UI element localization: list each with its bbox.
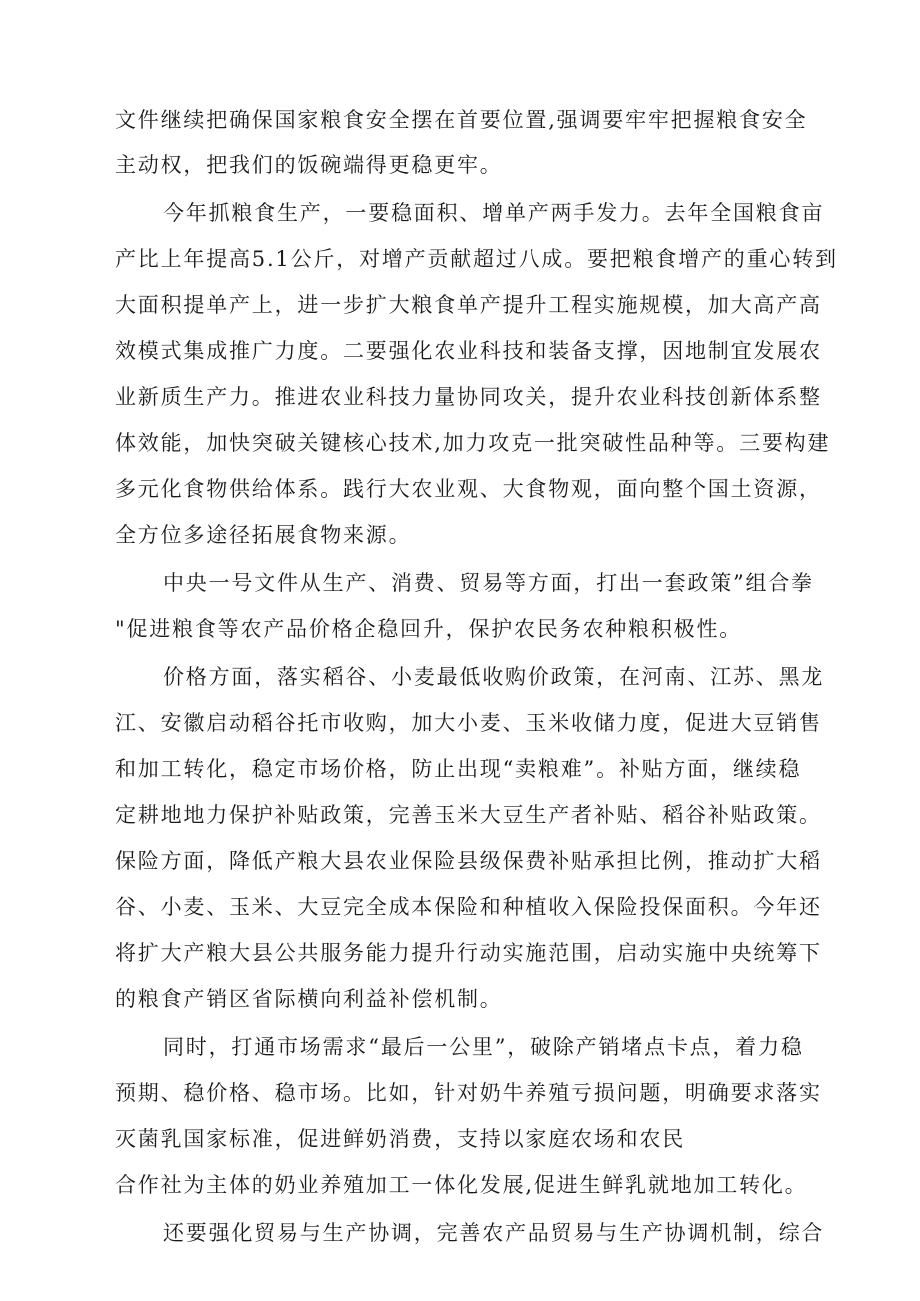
text-line: 预期、稳价格、稳市场。比如，针对奶牛养殖亏损问题，明确要求落实 — [115, 1081, 822, 1105]
paragraph-start-line: 中央一号文件从生产、消费、贸易等方面，打出一套政策”组合拳 — [163, 571, 814, 595]
paragraph-start-line: 同时，打通市场需求“最后一公里”，破除产销堵点卡点，着力稳 — [163, 1035, 804, 1059]
text-line: 大面积提单产上，进一步扩大粮食单产提升工程实施规模，加大高产高 — [115, 293, 822, 317]
paragraph-start-line: 今年抓粮食生产，一要稳面积、增单产两手发力。去年全国粮食亩 — [163, 201, 825, 225]
text-line: 灭菌乳国家标准，促进鲜奶消费，支持以家庭农场和农民 — [115, 1127, 685, 1151]
paragraph-start-line: 价格方面，落实稻谷、小麦最低收购价政策，在河南、江苏、黑龙 — [163, 665, 825, 689]
text-line: "促进粮食等农产品价格企稳回升，保护农民务农种粮积极性。 — [115, 617, 743, 641]
text-line: 业新质生产力。推进农业科技力量协同攻关，提升农业科技创新体系整 — [115, 385, 822, 409]
text-line: 和加工转化，稳定市场价格，防止出现“卖粮难”。补贴方面，继续稳 — [115, 757, 802, 781]
text-line: 多元化食物供给体系。践行大农业观、大食物观，面向整个国土资源， — [115, 477, 822, 501]
paragraph-start-line: 还要强化贸易与生产协调，完善农产品贸易与生产协调机制，综合 — [163, 1221, 825, 1245]
text-line: 将扩大产粮大县公共服务能力提升行动实施范围，启动实施中央统筹下 — [115, 941, 822, 965]
text-line: 谷、小麦、玉米、大豆完全成本保险和种植收入保险投保面积。今年还 — [115, 895, 822, 919]
text-line: 文件继续把确保国家粮食安全摆在首要位置,强调要牢牢把握粮食安全 — [115, 108, 808, 132]
text-line: 效模式集成推广力度。二要强化农业科技和装备支撑，因地制宜发展农 — [115, 339, 822, 363]
text-line: 全方位多途径拓展食物来源。 — [115, 523, 412, 547]
text-line: 合作社为主体的奶业养殖加工一体化发展,促进生鲜乳就地加工转化。 — [115, 1173, 808, 1197]
text-line: 定耕地地力保护补贴政策，完善玉米大豆生产者补贴、稻谷补贴政策。 — [115, 803, 822, 827]
text-line: 江、安徽启动稻谷托市收购，加大小麦、玉米收储力度，促进大豆销售 — [115, 711, 822, 735]
text-line: 主动权，把我们的饭碗端得更稳更牢。 — [115, 153, 503, 177]
text-line: 产比上年提高5.1公斤，对增产贡献超过八成。要把粮食增产的重心转到 — [115, 247, 838, 271]
text-line: 的粮食产销区省际横向利益补偿机制。 — [115, 987, 503, 1011]
text-line: 保险方面，降低产粮大县农业保险县级保费补贴承担比例，推动扩大稻 — [115, 849, 822, 873]
text-line: 体效能，加快突破关键核心技术,加力攻克一批突破性品种等。三要构建 — [115, 431, 831, 455]
